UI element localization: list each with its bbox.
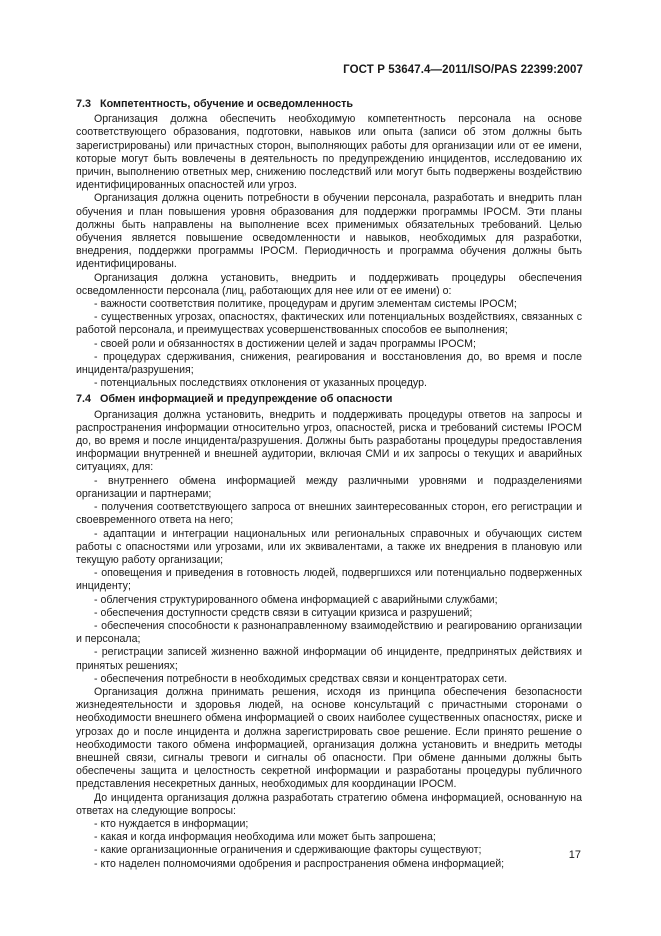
list-item: - потенциальных последствиях отклонения от указанных процедур. (94, 377, 427, 390)
list-item: - обеспечения доступности средств связи в ситуации кризиса и разрушений; (94, 606, 473, 619)
list-item: - своей роли и обязанностях в достижении целей и задач программы IPOCM; (94, 337, 476, 350)
list-item: - существенных угрозах, опасностях, фактических или потенциальных воздействиях, связанных с работой персонала, и преимуществах усовершенствованных способов ее выполнения; (76, 311, 582, 337)
paragraph: Организация должна принимать решения, исходя из принципа обеспечения безопасности жизнедеятельности и здоровья людей, на основе консультаций с причастными сторонами о необходимости внешнего обмена информацией о своих наиболее существенных опасностях, риске и угрозах до и после инцидента и должна зарегистрировать свое решение. Если принято решение о необходимости такого обмена информацией, организация должна установить и внедрить методы внешней связи, сигналы тревоги и сигналы об опасности. При обмене данными должны быть обеспечены защита и целостность секретной информации и разработаны процедуры публичного представления несекретных данных, необходимых для координации IPOCM. (76, 685, 582, 791)
section-title: Компетентность, обучение и осведомленность (100, 98, 354, 110)
section-heading-7-4 (76, 393, 582, 406)
list-item: - получения соответствующего запроса от внешних заинтересованных сторон, его регистрации и своевременного ответа на него; (76, 501, 582, 527)
document-header: ГОСТ Р 53647.4—2011/ISO/PAS 22399:2007 (343, 64, 583, 76)
list-item: - оповещения и приведения в готовность людей, подвергшихся или потенциально подверженных инциденту; (76, 567, 582, 593)
list-item: - какие организационные ограничения и сдерживающие факторы существуют; (94, 844, 482, 857)
page-number: 17 (568, 849, 581, 861)
list-item: - обеспечения потребности в необходимых средствах связи и концентраторах сети. (94, 672, 508, 685)
list-item: - важности соответствия политике, процедурам и другим элементам системы IPOCM; (94, 298, 517, 311)
list-item: - обеспечения способности к разнонаправленному взаимодействию и реагированию организации и персонала; (76, 619, 582, 646)
paragraph: Организация должна оценить потребности в обучении персонала, разработать и внедрить план обучения и план повышения уровня образования для поддержки программы IPOCM. Эти планы должны быть направлены на выполнение всех применимых обязательных требований. Целью обучения является повышение осведомленности и навыков, необходимых для разработки, внедрения, поддержки программы IPOCM. Периодичность и программа обучения должны быть идентифицированы. (76, 192, 582, 271)
paragraph: Организация должна установить, внедрить и поддерживать процедуры ответов на запросы и распространения информации относительно угроз, опасностей, риска и требований системы IPOCM до, во время и после инцидента/разрушения. Должны быть разработаны процедуры предоставления информации внутренней и внешней аудитории, включая СМИ и их запросы о текущих и аварийных ситуациях, для: (76, 408, 582, 474)
list-item: - облегчения структурированного обмена информацией с аварийными службами; (94, 593, 498, 606)
section-title: Обмен информацией и предупреждение об опасности (100, 393, 393, 406)
paragraph: Организация должна обеспечить необходимую компетентность персонала на основе соответствующего образования, подготовки, навыков или опыта (записи об этом должны быть зарегистрированы) или причастных сторон, выполняющих работы для организации или от ее имени, которые могут быть вовлечены в деятельность по предупреждению инцидентов, исследованию их причин, выполнению ответных мер, снижению последствий или могут быть подвержены воздействию идентифицированных опасностей или угроз. (76, 113, 582, 192)
document-body (76, 95, 582, 871)
list-item: - процедурах сдерживания, снижения, реагирования и восстановления до, во время и после инцидента/разрушения; (76, 350, 582, 377)
list-item: - внутреннего обмена информацией между различными уровнями и подразделениями организации и партнерами; (76, 474, 582, 500)
list-item: - регистрации записей жизненно важной информации об инциденте, предпринятых действиях и принятых решениях; (76, 646, 582, 672)
paragraph: До инцидента организация должна разработать стратегию обмена информацией, основанную на ответах на следующие вопросы: (76, 791, 582, 817)
section-number: 7.4 (76, 393, 92, 406)
paragraph: Организация должна установить, внедрить и поддерживать процедуры обеспечения осведомленности персонала (лиц, работающих для нее или от ее имени) о: (76, 271, 582, 297)
list-item: - какая и когда информация необходима или может быть запрошена; (94, 831, 436, 844)
list-item: - кто наделен полномочиями одобрения и распространения обмена информацией; (94, 857, 505, 870)
section-number: 7.3 (76, 98, 92, 110)
list-item: - кто нуждается в информации; (94, 817, 249, 830)
list-item: - адаптации и интеграции национальных или региональных справочных и обучающих систем работы с опасностями или угрозами, или их эквивалентами, а также их внедрения в плановую или текущую работу организации; (76, 527, 582, 566)
section-heading-7-3 (76, 98, 582, 111)
